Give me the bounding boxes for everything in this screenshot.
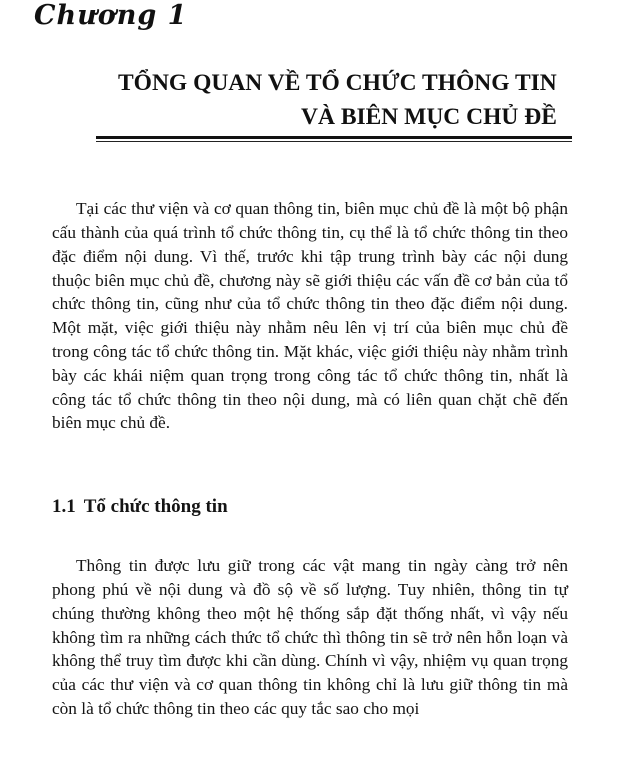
- section-title: Tổ chức thông tin: [83, 496, 228, 517]
- title-divider-thick: [96, 136, 572, 139]
- chapter-title-line-1: TỔNG QUAN VỀ TỔ CHỨC THÔNG TIN: [118, 70, 557, 96]
- section-paragraph: Thông tin được lưu giữ trong các vật mang tin ngày càng trở nên phong phú về nội dung và đồ sộ về số lượng. Tuy nhiên, thông tin tự chúng thường không theo một hệ thống sắp đặt thống nhất, vì vậy nếu không tìm ra những cách thức tổ chức thì thông tin sẽ trở nên hỗn loạn và không thể truy tìm được khi cần dùng. Chính vì vậy, nhiệm vụ quan trọng của các thư viện và cơ quan thông tin không chỉ là lưu giữ thông tin mà còn là tổ chức thông tin theo các quy tắc sao cho mọi: [52, 556, 568, 719]
- intro-paragraph: Tại các thư viện và cơ quan thông tin, biên mục chủ đề là một bộ phận cấu thành của quá trình tổ chức thông tin, cụ thể là tổ chức thông tin theo đặc điểm nội dung. Vì thế, trước khi tập trung trình bày các nội dung thuộc biên mục chủ đề, chương này sẽ giới thiệu các vấn đề cơ bản của tổ chức thông tin, cũng như của tổ chức thông tin theo đặc điểm nội dung. Một mặt, việc giới thiệu này nhằm nêu lên vị trí của biên mục chủ đề trong công tác tổ chức thông tin. Mặt khác, việc giới thiệu này nhằm trình bày các khái niệm quan trọng trong công tác tổ chức thông tin, nhất là công tác tổ chức thông tin theo nội dung, mà có liên quan chặt chẽ đến biên mục chủ đề.: [52, 199, 568, 433]
- chapter-title-line-2: VÀ BIÊN MỤC CHỦ ĐỀ: [301, 104, 557, 130]
- title-divider-thin: [96, 141, 572, 142]
- section-heading: [52, 496, 228, 518]
- section-number: 1.1: [52, 496, 76, 517]
- chapter-label: Chương 1: [34, 0, 188, 31]
